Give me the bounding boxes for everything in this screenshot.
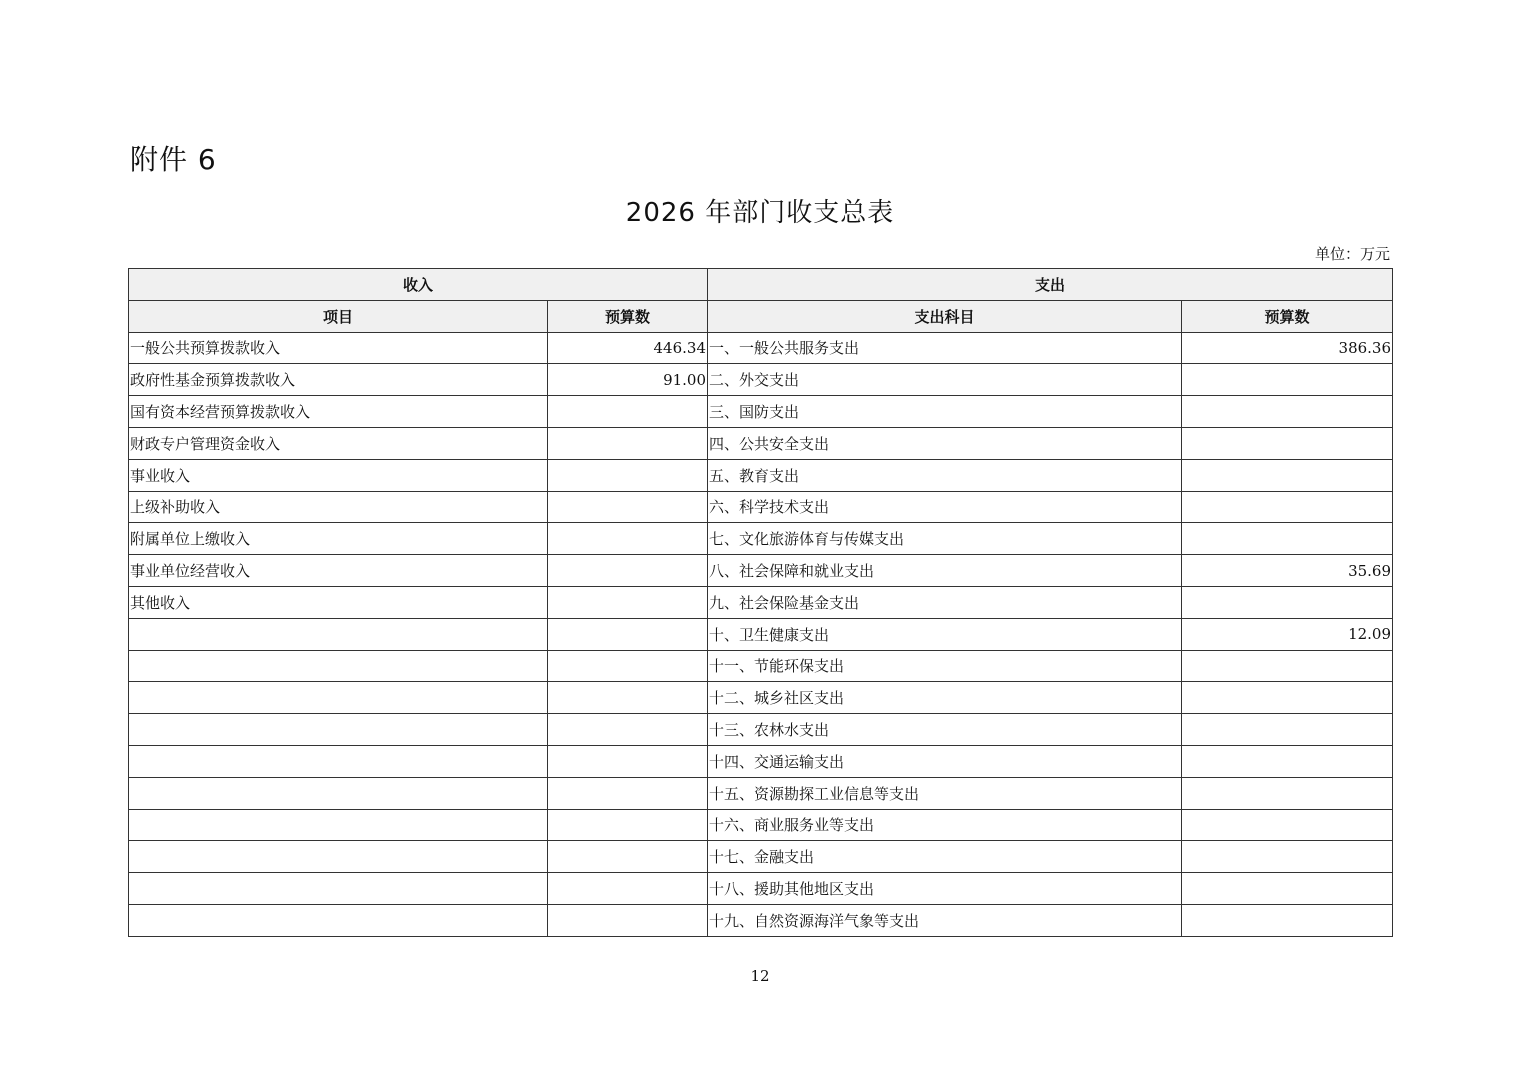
expense-amount-cell: 386.36 — [1182, 332, 1393, 364]
table-row — [129, 586, 1393, 618]
income-item-cell: 财政专户管理资金收入 — [129, 427, 548, 459]
expense-amount-cell — [1182, 873, 1393, 905]
income-amount-cell — [548, 618, 708, 650]
expense-item-cell: 十七、金融支出 — [708, 841, 1182, 873]
income-item-cell — [129, 777, 548, 809]
income-item-cell: 附属单位上缴收入 — [129, 523, 548, 555]
table-row — [129, 777, 1393, 809]
income-amount-cell — [548, 523, 708, 555]
income-header: 收入 — [129, 269, 708, 301]
expense-amount-cell: 12.09 — [1182, 618, 1393, 650]
income-item-cell: 其他收入 — [129, 586, 548, 618]
income-amount-cell — [548, 650, 708, 682]
expense-item-cell: 十五、资源勘探工业信息等支出 — [708, 777, 1182, 809]
expense-item-cell: 十八、援助其他地区支出 — [708, 873, 1182, 905]
income-item-cell — [129, 841, 548, 873]
expense-amount-cell — [1182, 586, 1393, 618]
header-row-columns — [129, 300, 1393, 332]
table-row — [129, 523, 1393, 555]
expense-amount-cell — [1182, 491, 1393, 523]
income-item-cell — [129, 714, 548, 746]
expense-amount-cell — [1182, 714, 1393, 746]
attachment-label: 附件 6 — [130, 143, 217, 176]
income-item-cell — [129, 904, 548, 936]
income-amount-cell — [548, 809, 708, 841]
table-row — [129, 714, 1393, 746]
income-item-cell: 国有资本经营预算拨款收入 — [129, 396, 548, 428]
income-budget-column-header: 预算数 — [548, 300, 708, 332]
table-row — [129, 904, 1393, 936]
expense-item-cell: 五、教育支出 — [708, 459, 1182, 491]
expense-amount-cell — [1182, 682, 1393, 714]
income-amount-cell — [548, 841, 708, 873]
expense-amount-cell — [1182, 427, 1393, 459]
expense-item-cell: 三、国防支出 — [708, 396, 1182, 428]
expense-amount-cell — [1182, 396, 1393, 428]
page-number: 12 — [750, 967, 770, 985]
expense-item-cell: 十、卫生健康支出 — [708, 618, 1182, 650]
table-body — [129, 332, 1393, 936]
table-row — [129, 618, 1393, 650]
income-amount-cell — [548, 586, 708, 618]
income-amount-cell — [548, 555, 708, 587]
income-amount-cell — [548, 396, 708, 428]
income-amount-cell — [548, 714, 708, 746]
table-row — [129, 396, 1393, 428]
expense-item-cell: 十六、商业服务业等支出 — [708, 809, 1182, 841]
table-row — [129, 427, 1393, 459]
header-row-groups — [129, 269, 1393, 301]
income-item-cell: 事业收入 — [129, 459, 548, 491]
expense-amount-cell — [1182, 523, 1393, 555]
expense-item-cell: 九、社会保险基金支出 — [708, 586, 1182, 618]
expense-amount-cell — [1182, 745, 1393, 777]
page-title: 2026 年部门收支总表 — [625, 198, 895, 228]
expense-item-cell: 二、外交支出 — [708, 364, 1182, 396]
table-row — [129, 745, 1393, 777]
unit-label: 单位：万元 — [1314, 245, 1390, 263]
expense-item-cell: 十九、自然资源海洋气象等支出 — [708, 904, 1182, 936]
income-amount-cell — [548, 682, 708, 714]
income-item-cell: 政府性基金预算拨款收入 — [129, 364, 548, 396]
expense-item-cell: 八、社会保障和就业支出 — [708, 555, 1182, 587]
expense-amount-cell — [1182, 459, 1393, 491]
expense-amount-cell — [1182, 777, 1393, 809]
expense-amount-cell — [1182, 904, 1393, 936]
expense-amount-cell — [1182, 809, 1393, 841]
income-amount-cell: 91.00 — [548, 364, 708, 396]
expense-item-cell: 四、公共安全支出 — [708, 427, 1182, 459]
income-amount-cell — [548, 459, 708, 491]
income-amount-cell — [548, 904, 708, 936]
expense-item-cell: 一、一般公共服务支出 — [708, 332, 1182, 364]
income-amount-cell — [548, 873, 708, 905]
income-item-cell — [129, 650, 548, 682]
expense-header: 支出 — [708, 269, 1393, 301]
income-item-cell — [129, 873, 548, 905]
income-item-cell: 上级补助收入 — [129, 491, 548, 523]
expense-item-cell: 七、文化旅游体育与传媒支出 — [708, 523, 1182, 555]
expense-amount-cell — [1182, 364, 1393, 396]
income-amount-cell: 446.34 — [548, 332, 708, 364]
table-row — [129, 491, 1393, 523]
expense-item-cell: 十一、节能环保支出 — [708, 650, 1182, 682]
expense-budget-column-header: 预算数 — [1182, 300, 1393, 332]
table-row — [129, 809, 1393, 841]
table-row — [129, 364, 1393, 396]
table-row — [129, 332, 1393, 364]
expense-item-cell: 十二、城乡社区支出 — [708, 682, 1182, 714]
expense-amount-cell — [1182, 650, 1393, 682]
income-item-cell — [129, 809, 548, 841]
income-item-cell — [129, 745, 548, 777]
item-column-header: 项目 — [129, 300, 548, 332]
table-row — [129, 555, 1393, 587]
expense-item-cell: 十三、农林水支出 — [708, 714, 1182, 746]
income-amount-cell — [548, 745, 708, 777]
budget-table — [128, 268, 1393, 937]
income-item-cell: 事业单位经营收入 — [129, 555, 548, 587]
income-item-cell — [129, 618, 548, 650]
expense-amount-cell: 35.69 — [1182, 555, 1393, 587]
income-item-cell — [129, 682, 548, 714]
income-amount-cell — [548, 427, 708, 459]
expense-amount-cell — [1182, 841, 1393, 873]
table-row — [129, 841, 1393, 873]
expense-subject-column-header: 支出科目 — [708, 300, 1182, 332]
table-row — [129, 873, 1393, 905]
income-amount-cell — [548, 491, 708, 523]
expense-item-cell: 六、科学技术支出 — [708, 491, 1182, 523]
income-item-cell: 一般公共预算拨款收入 — [129, 332, 548, 364]
income-amount-cell — [548, 777, 708, 809]
table-row — [129, 650, 1393, 682]
table-row — [129, 682, 1393, 714]
table-row — [129, 459, 1393, 491]
expense-item-cell: 十四、交通运输支出 — [708, 745, 1182, 777]
